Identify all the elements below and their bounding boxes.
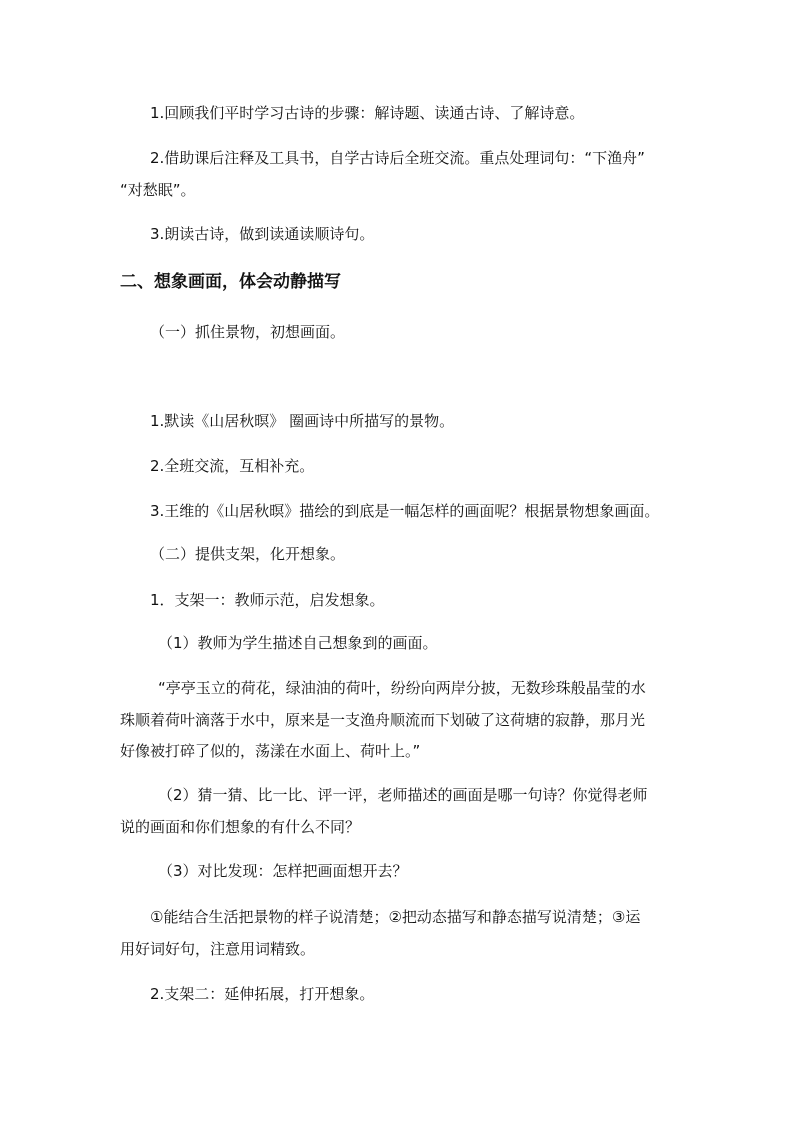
quote-line-3: 好像被打碎了似的，荡漾在水面上、荷叶上。” <box>120 742 421 760</box>
section-heading-imagine: 二、想象画面，体会动静描写 <box>120 272 341 292</box>
paragraph-self-study-line1: 2.借助课后注释及工具书，自学古诗后全班交流。重点处理词句：“下渔舟” <box>150 149 645 167</box>
subheading-scaffold: （二）提供支架，化开想象。 <box>150 545 346 563</box>
paragraph-wang-wei-question: 3.王维的《山居秋暝》描绘的到底是一幅怎样的画面呢？根据景物想象画面。 <box>150 502 660 520</box>
paragraph-scaffold-one: 1．支架一：教师示范，启发想象。 <box>150 591 385 609</box>
paragraph-methods-line1: ①能结合生活把景物的样子说清楚；②把动态描写和静态描写说清楚；③运 <box>150 908 641 926</box>
paragraph-methods-line2: 用好词好句，注意用词精致。 <box>120 940 316 958</box>
quote-line-1: “亭亭玉立的荷花，绿油油的荷叶，纷纷向两岸分披，无数珍珠般晶莹的水 <box>158 679 646 697</box>
paragraph-read-aloud: 3.朗读古诗，做到读通读顺诗句。 <box>150 225 375 243</box>
paragraph-contrast-discover: （3）对比发现：怎样把画面想开去？ <box>158 862 408 880</box>
paragraph-class-exchange: 2.全班交流，互相补充。 <box>150 457 315 475</box>
subheading-grasp-scenery: （一）抓住景物，初想画面。 <box>150 323 346 341</box>
paragraph-review-steps: 1.回顾我们平时学习古诗的步骤：解诗题、读通古诗、了解诗意。 <box>150 104 585 122</box>
paragraph-silent-reading: 1.默读《山居秋暝》 圈画诗中所描写的景物。 <box>150 412 455 430</box>
quote-line-2: 珠顺着荷叶滴落于水中，原来是一支渔舟顺流而下划破了这荷塘的寂静，那月光 <box>120 711 646 729</box>
paragraph-guess-compare-line2: 说的画面和你们想象的有什么不同？ <box>120 818 361 836</box>
paragraph-self-study-line2: “对愁眠”。 <box>120 181 196 199</box>
paragraph-guess-compare-line1: （2）猜一猜、比一比、评一评，老师描述的画面是哪一句诗？你觉得老师 <box>158 786 648 804</box>
paragraph-scaffold-two: 2.支架二：延伸拓展，打开想象。 <box>150 985 375 1003</box>
paragraph-teacher-describes: （1）教师为学生描述自己想象到的画面。 <box>158 634 438 652</box>
